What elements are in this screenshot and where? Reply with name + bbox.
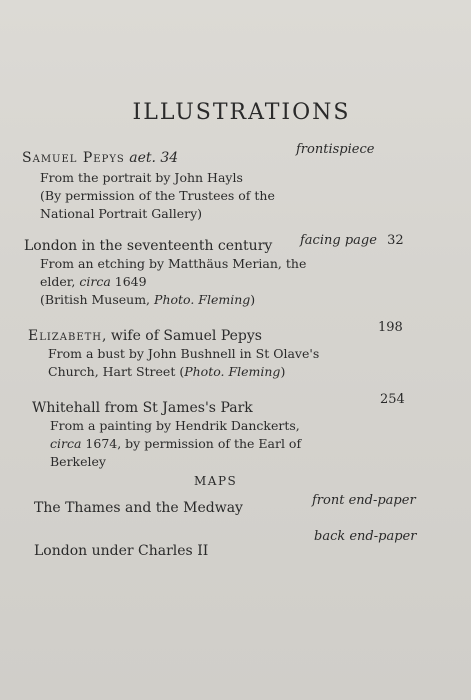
entry-position: facing page 32 xyxy=(300,233,404,248)
entry-name: Samuel Pepys xyxy=(22,150,125,166)
maps-heading: MAPS xyxy=(194,474,238,488)
map-entry-position: back end-paper xyxy=(314,529,417,544)
entry-description-line: National Portrait Gallery) xyxy=(40,206,203,221)
entry-samuel-pepys-heading xyxy=(22,150,178,166)
entry-description-line: circa 1674, by permission of the Earl of xyxy=(50,436,302,451)
entry-description-line: Church, Hart Street (Photo. Fleming) xyxy=(48,364,286,379)
entry-description-line: From a painting by Hendrik Danckerts, xyxy=(50,418,300,433)
entry-description-line: Berkeley xyxy=(50,454,106,469)
map-entry-label: London under Charles II xyxy=(34,543,209,559)
page-number: 254 xyxy=(380,392,405,407)
entry-description-line: elder, circa 1649 xyxy=(40,274,147,289)
entry-description-line: (British Museum, Photo. Fleming) xyxy=(40,292,256,307)
map-entry-label: The Thames and the Medway xyxy=(34,500,243,516)
page-number: 32 xyxy=(387,233,404,248)
page-title: ILLUSTRATIONS xyxy=(132,100,351,125)
map-entry-position: front end-paper xyxy=(312,493,416,508)
entry-description-line: From an etching by Matthäus Merian, the xyxy=(40,256,307,271)
page-number: 198 xyxy=(378,320,403,335)
entry-london-heading: London in the seventeenth century xyxy=(24,238,273,254)
entry-elizabeth-heading: Elizabeth, wife of Samuel Pepys xyxy=(28,328,262,344)
entry-position: frontispiece xyxy=(296,142,375,157)
entry-description-line: (By permission of the Trustees of the xyxy=(40,188,275,203)
entry-description-line: From the portrait by John Hayls xyxy=(40,170,243,185)
entry-description-line: From a bust by John Bushnell in St Olave's xyxy=(48,346,320,361)
entry-age: aet. 34 xyxy=(129,150,179,166)
entry-whitehall-heading: Whitehall from St James's Park xyxy=(32,400,253,416)
